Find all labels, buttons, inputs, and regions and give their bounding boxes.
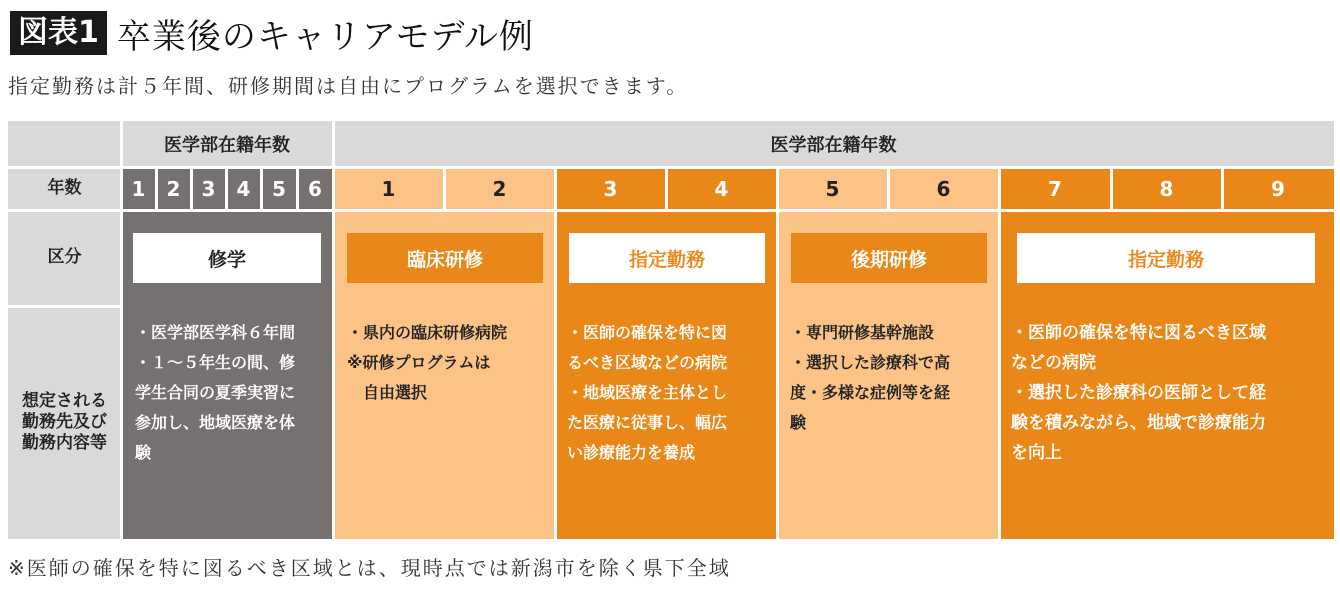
post-year-8: 8	[1111, 167, 1222, 210]
title-row	[10, 10, 534, 56]
footnote: ※医師の確保を特に図るべき区域とは、現時点では新潟市を除く県下全域	[8, 556, 731, 580]
school-year-4: 4	[226, 167, 261, 210]
grid-line	[443, 167, 446, 210]
phase-label-shitei-1: 指定勤務	[569, 233, 765, 283]
grid-line	[8, 166, 1334, 169]
grid-line	[8, 209, 1334, 212]
desc-line: ・県内の臨床研修病院	[347, 323, 508, 342]
post-year-1: 1	[333, 167, 444, 210]
desc-line: ※研修プログラムは	[347, 353, 491, 372]
desc-line: ・医師の確保を特に図	[567, 323, 728, 342]
desc-line: ・専門研修基幹施設	[790, 323, 935, 342]
grid-line	[8, 305, 121, 308]
desc-line: ・地域医療を主体とし	[567, 383, 728, 402]
school-year-3: 3	[191, 167, 226, 210]
phase-label-koki: 後期研修	[791, 233, 987, 283]
row-label-category: 区分	[8, 210, 121, 306]
row-label-details: 想定される勤務先及び勤務内容等	[8, 306, 121, 539]
desc-line: 験	[135, 443, 152, 462]
desc-line: ・１～５年生の間、修	[135, 353, 296, 372]
grid-line	[887, 167, 890, 210]
post-year-6: 6	[888, 167, 999, 210]
desc-line: 学生合同の夏季実習に	[135, 383, 296, 402]
grid-line	[190, 167, 193, 210]
grid-line	[332, 121, 335, 539]
desc-line: 参加し、地域医療を体	[135, 413, 296, 432]
grid-line	[225, 167, 228, 210]
post-grad-years-header: 医学部在籍年数	[333, 121, 1334, 167]
figure-badge: 図表1	[10, 11, 107, 55]
grid-line	[260, 167, 263, 210]
phase-label-shitei-2: 指定勤務	[1017, 233, 1315, 283]
row-label-years: 年数	[8, 167, 121, 210]
phase-label-rinsho: 臨床研修	[347, 233, 543, 283]
phase-desc-rinsho	[347, 318, 553, 408]
desc-line: ・選択した診療科で高	[790, 353, 951, 372]
grid-line	[1221, 167, 1224, 210]
post-year-9: 9	[1222, 167, 1334, 210]
grid-line	[665, 167, 668, 210]
grid-line	[296, 167, 299, 210]
desc-line: 自由選択	[347, 383, 428, 402]
grid-line	[155, 167, 158, 210]
desc-line: 験を積みながら、地域で診療能力	[1011, 413, 1266, 433]
post-year-5: 5	[777, 167, 888, 210]
grid-line	[1110, 167, 1113, 210]
phase-desc-shugaku	[135, 318, 331, 468]
school-year-5: 5	[261, 167, 297, 210]
phase-desc-shitei-2	[1011, 318, 1331, 468]
school-year-2: 2	[156, 167, 191, 210]
desc-line: を向上	[1011, 443, 1062, 463]
post-year-3: 3	[555, 167, 666, 210]
desc-line: た医療に従事し、幅広	[567, 413, 728, 432]
desc-line: 験	[790, 413, 807, 432]
desc-line: るべき区域などの病院	[567, 353, 728, 372]
post-year-2: 2	[444, 167, 555, 210]
subtitle: 指定勤務は計５年間、研修期間は自由にプログラムを選択できます。	[8, 74, 689, 98]
post-year-7: 7	[999, 167, 1111, 210]
phase-desc-koki	[790, 318, 996, 438]
desc-line: ・医師の確保を特に図るべき区域	[1011, 323, 1266, 343]
grid-line	[776, 167, 779, 539]
grid-line	[554, 167, 557, 539]
phase-desc-shitei-1	[567, 318, 775, 468]
page-title: 卒業後のキャリアモデル例	[116, 16, 534, 57]
desc-line: 度・多様な症例等を経	[790, 383, 951, 402]
grid-line	[998, 167, 1001, 539]
header-corner	[8, 121, 121, 167]
post-year-4: 4	[666, 167, 777, 210]
school-year-1: 1	[121, 167, 156, 210]
desc-line: ・医学部医学科６年間	[135, 323, 296, 342]
school-years-header: 医学部在籍年数	[121, 121, 333, 167]
grid-line	[120, 121, 123, 539]
desc-line: い診療能力を養成	[567, 443, 696, 462]
career-table	[8, 121, 1334, 539]
school-year-6: 6	[297, 167, 333, 210]
desc-line: ・選択した診療科の医師として経	[1011, 383, 1266, 403]
phase-label-shugaku: 修学	[133, 233, 321, 283]
desc-line: などの病院	[1011, 353, 1096, 373]
